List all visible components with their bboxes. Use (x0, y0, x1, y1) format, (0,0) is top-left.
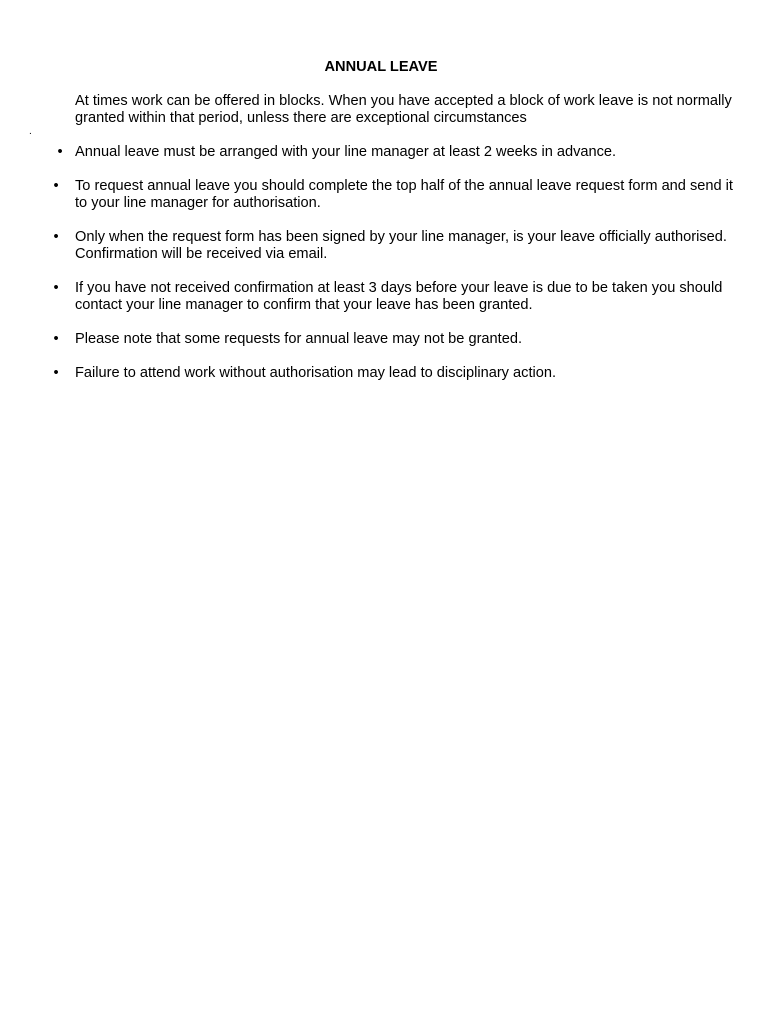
list-item (0, 331, 735, 348)
list-item (0, 144, 735, 161)
list-item-text: Failure to attend work without authorisation may lead to disciplinary action. (75, 365, 557, 381)
bullet-icon: • (53, 178, 59, 194)
list-item-text: If you have not received confirmation at least 3 days before your leave is due to be taken you should contact your line manager to confirm that your leave has been granted. (75, 280, 723, 313)
list-item (0, 178, 735, 212)
list-item (0, 365, 735, 382)
list-item-text: Annual leave must be arranged with your line manager at least 2 weeks in advance. (75, 144, 617, 160)
list-item-text: Only when the request form has been signed by your line manager, is your leave officially authorised. Confirmation will be received via email. (75, 229, 727, 262)
list-item-text: Please note that some requests for annual leave may not be granted. (75, 331, 523, 347)
intro-paragraph: At times work can be offered in blocks. When you have accepted a block of work leave is not normally granted within that period, unless there are exceptional circumstances (75, 93, 732, 126)
list-item (0, 229, 735, 263)
bullet-icon: • (53, 331, 59, 347)
bullet-list (0, 144, 768, 399)
stray-mark: . (29, 126, 32, 137)
list-item-text: To request annual leave you should complete the top half of the annual leave request form and send it to your line manager for authorisation. (75, 178, 733, 211)
list-item (0, 280, 735, 314)
bullet-icon: • (53, 365, 59, 381)
bullet-icon: • (53, 229, 59, 245)
page-title: ANNUAL LEAVE (324, 59, 438, 75)
bullet-icon: • (53, 280, 59, 296)
bullet-icon: • (57, 144, 63, 160)
